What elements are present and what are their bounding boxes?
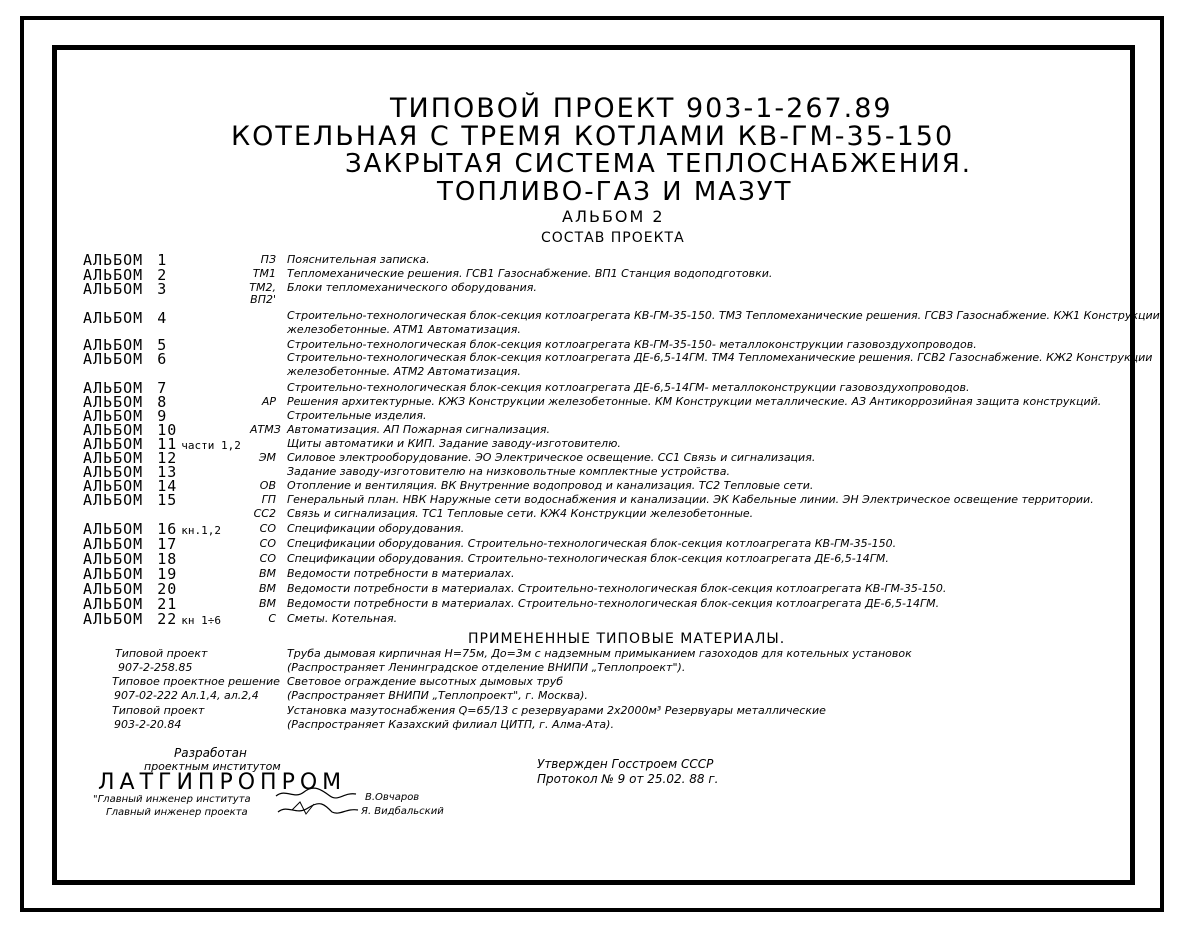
description-line: Щиты автоматики и КИП. Задание заводу-изготовителю. [287,437,621,450]
album-row: АЛЬБОМ 22 кн 1÷6 [83,610,221,628]
album-row: АЛЬБОМ 13 [83,463,178,481]
signer-name-1: В.Овчаров [365,792,420,803]
developed-by: Разработан [174,746,247,760]
section-code: СО [259,522,276,535]
description-line: Строительно-технологическая блок-секция котлоагрегата КВ-ГМ-35-150- металлоконструкции газовоздухопроводов. [287,338,977,351]
material-ref: Типовой проект [112,704,205,717]
description-line: Спецификации оборудования. Строительно-технологическая блок-секция котлоагрегата ДЕ-6,5-14ГМ. [287,552,889,565]
description-line: железобетонные. АТМ2 Автоматизация. [287,365,521,378]
description-line: Спецификации оборудования. Строительно-технологическая блок-секция котлоагрегата КВ-ГМ-35-150. [287,537,897,550]
album-row: АЛЬБОМ 1 [83,251,168,269]
album-row: АЛЬБОМ 4 [83,309,168,327]
approval-protocol: Протокол № 9 от 25.02. 88 г. [537,772,719,786]
section-code: АР [261,395,276,408]
section-code: ВМ [258,597,276,610]
description-line: Пояснительная записка. [287,253,430,266]
material-desc: Установка мазутоснабжения Q=65/13 с резервуарами 2х2000м³ Резервуары металлические [287,704,826,717]
section-code: СО [259,552,276,565]
section-code: ВМ [258,582,276,595]
album-row: АЛЬБОМ 14 [83,477,178,495]
album-row: АЛЬБОМ 8 [83,393,168,411]
project-subtitle: КОТЕЛЬНАЯ С ТРЕМЯ КОТЛАМИ КВ-ГМ-35-150 [231,121,955,152]
signature-scribble-icon [272,786,362,820]
chief-engineer-institute: "Главный инженер института [93,794,251,805]
description-line: Решения архитектурные. КЖЗ Конструкции железобетонные. КМ Конструкции металлические. АЗ Антикоррозийная защита конструкций. [287,395,1102,408]
material-desc: (Распространяет ВНИПИ „Теплопроект", г. Москва). [287,689,588,702]
album-row: АЛЬБОМ 19 [83,565,178,583]
album-row: АЛЬБОМ 7 [83,379,168,397]
description-line: Автоматизация. АП Пожарная сигнализация. [287,423,550,436]
album-row: АЛЬБОМ 15 [83,491,178,509]
album-row: АЛЬБОМ 20 [83,580,178,598]
section-code: ОВ [259,479,276,492]
material-ref: 907-02-222 Ал.1,4, ал.2,4 [114,689,259,702]
material-ref: 903-2-20.84 [114,718,182,731]
approved-by: Утвержден Госстроем СССР [537,757,714,771]
material-ref: Типовой проект [115,647,208,660]
signer-name-2: Я. Видбальский [361,806,444,817]
description-line: железобетонные. АТМ1 Автоматизация. [287,323,521,336]
description-line: Задание заводу-изготовителю на низковольтные комплектные устройства. [287,465,730,478]
section-code: СО [259,537,276,550]
project-fuel: ТОПЛИВО-ГАЗ И МАЗУТ [437,177,793,207]
chief-engineer-project: Главный инженер проекта [106,807,248,818]
description-line: Спецификации оборудования. [287,522,465,535]
album-row: АЛЬБОМ 18 [83,550,178,568]
section-code: ПЗ [260,253,276,266]
album-row: АЛЬБОМ 12 [83,449,178,467]
album-row: АЛЬБОМ 21 [83,595,178,613]
description-line: Ведомости потребности в материалах. Строительно-технологическая блок-секция котлоагрегата КВ-ГМ-35-150. [287,582,947,595]
section-code: С [268,612,276,625]
description-line: Тепломеханические решения. ГСВ1 Газоснабжение. ВП1 Станция водоподготовки. [287,267,773,280]
section-code: ЭМ [258,451,276,464]
album-row: АЛЬБОМ 3 [83,280,168,298]
materials-heading: ПРИМЕНЕННЫЕ ТИПОВЫЕ МАТЕРИАЛЫ. [468,631,786,647]
album-row: АЛЬБОМ 2 [83,266,168,284]
album-row: АЛЬБОМ 9 [83,407,168,425]
composition-heading: СОСТАВ ПРОЕКТА [541,230,685,246]
section-code: ВМ [258,567,276,580]
material-desc: Световое ограждение высотных дымовых труб [287,675,564,688]
description-line: Строительно-технологическая блок-секция котлоагрегата ДЕ-6,5-14ГМ- металлоконструкции газовоздухопроводов. [287,381,970,394]
description-line: Генеральный план. НВК Наружные сети водоснабжения и канализации. ЭК Кабельные линии. ЭН Электрическое освещение территории. [287,493,1094,506]
project-system: ЗАКРЫТАЯ СИСТЕМА ТЕПЛОСНАБЖЕНИЯ. [345,149,973,179]
section-code: АТМЗ [250,423,281,436]
description-line: Строительно-технологическая блок-секция котлоагрегата ДЕ-6,5-14ГМ. ТМ4 Тепломеханические решения. ГСВ2 Газоснабжение. КЖ2 Конструкции [287,351,1153,364]
description-line: Силовое электрооборудование. ЭО Электрическое освещение. СС1 Связь и сигнализация. [287,451,816,464]
developed-by-institute: проектным институтом [144,760,281,773]
album-row: АЛЬБОМ 5 [83,336,168,354]
material-desc: (Распространяет Ленинградское отделение ВНИПИ „Теплопроект"). [287,661,686,674]
section-code: ГП [261,493,276,506]
description-line: Сметы. Котельная. [287,612,398,625]
description-line: Блоки тепломеханического оборудования. [287,281,537,294]
album-row: АЛЬБОМ 16 кн.1,2 [83,520,221,538]
material-desc: (Распространяет Казахский филиал ЦИТП, г. Алма-Ата). [287,718,614,731]
description-line: Отопление и вентиляция. ВК Внутренние водопровод и канализация. ТС2 Тепловые сети. [287,479,814,492]
section-code: ТМ2, [249,281,276,294]
album-number: АЛЬБОМ 2 [562,207,665,226]
description-line: Строительные изделия. [287,409,427,422]
description-line: Строительно-технологическая блок-секция котлоагрегата КВ-ГМ-35-150. ТМЗ Тепломеханические решения. ГСВЗ Газоснабжение. КЖ1 Конструкции [287,309,1160,322]
description-line: Ведомости потребности в материалах. Строительно-технологическая блок-секция котлоагрегата ДЕ-6,5-14ГМ. [287,597,940,610]
section-code: ТМ1 [252,267,276,280]
album-row: АЛЬБОМ 17 [83,535,178,553]
description-line: Ведомости потребности в материалах. [287,567,515,580]
section-code: СС2 [253,507,276,520]
album-row: АЛЬБОМ 10 [83,421,178,439]
material-ref: Типовое проектное решение [112,675,280,688]
material-desc: Труба дымовая кирпичная Н=75м, До=3м с надземным примыканием газоходов для котельных установок [287,647,912,660]
project-title: ТИПОВОЙ ПРОЕКТ 903-1-267.89 [390,93,893,124]
institute-name: ЛАТГИПРОПРОМ [98,770,347,795]
album-row: АЛЬБОМ 6 [83,350,168,368]
section-code: ВП2' [250,293,276,306]
album-row: АЛЬБОМ 11 части 1,2 [83,435,241,453]
material-ref: 907-2-258.85 [118,661,193,674]
description-line: Связь и сигнализация. ТС1 Тепловые сети. КЖ4 Конструкции железобетонные. [287,507,754,520]
